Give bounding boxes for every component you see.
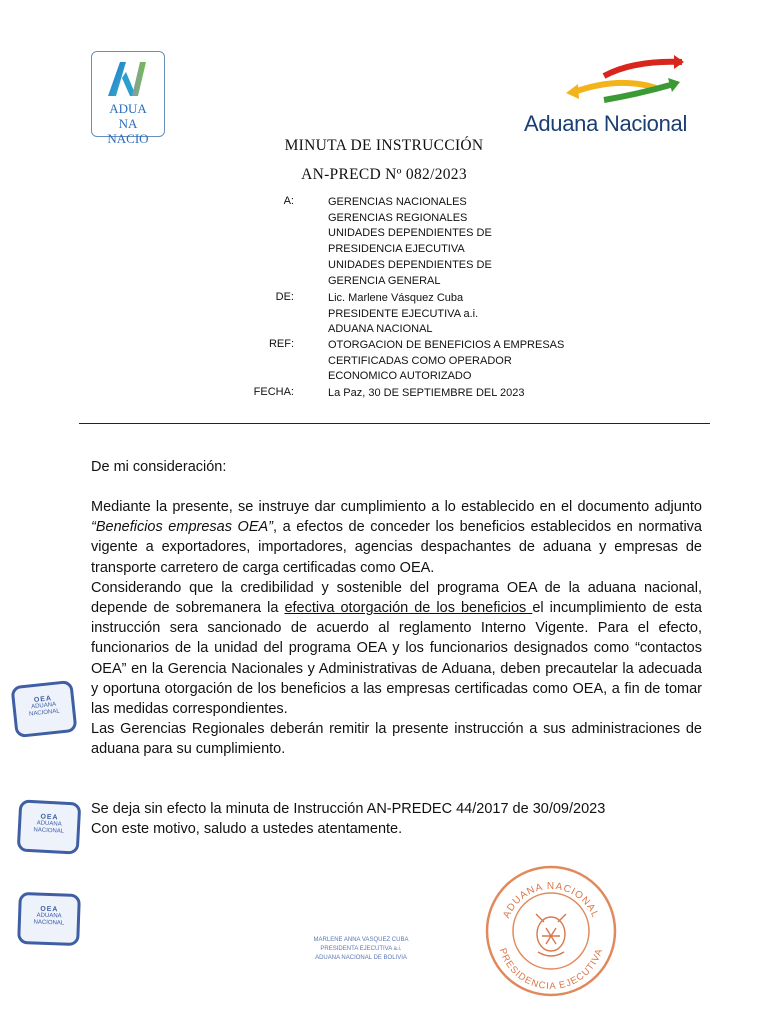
date-value: La Paz, 30 DE SEPTIEMBRE DEL 2023 bbox=[328, 387, 525, 399]
seal-top-text: ADUANA NACIONAL bbox=[501, 880, 601, 920]
ref-line: ECONOMICO AUTORIZADO bbox=[328, 370, 472, 383]
aduana-nacional-logo bbox=[524, 54, 706, 140]
oea-stamp-title: OEA bbox=[33, 695, 53, 704]
paragraph-1-text-b: , a efectos de conceder los beneficios establecidos en normativa vigente a exportadores, importadores, agencias despachantes de aduana y empresas de transporte carretero de carga certificadas como OEA. bbox=[91, 519, 703, 576]
to-line: PRESIDENCIA EJECUTIVA bbox=[328, 243, 465, 256]
aduana-an-mark-icon bbox=[104, 58, 152, 98]
oea-stamp-title: OEA bbox=[40, 813, 59, 822]
paragraph-2-text-a: Considerando que la credibilidad y sostenible del programa OEA de la aduana nacional, depende de sobremanera la bbox=[91, 579, 702, 617]
underlined-phrase: efectiva otorgación de los beneficios bbox=[284, 600, 533, 617]
from-sender bbox=[328, 291, 478, 338]
to-line: GERENCIA GENERAL bbox=[328, 274, 441, 287]
oea-stamp-sub: ADUANA bbox=[30, 701, 57, 711]
logo-left-line-3: NACIO bbox=[107, 131, 149, 146]
oea-stamp-sub: ADUANA bbox=[36, 912, 62, 920]
oea-stamp-sub: ADUANA bbox=[36, 820, 62, 828]
greeting: De mi consideración: bbox=[91, 459, 227, 475]
from-label: DE: bbox=[275, 291, 294, 303]
paragraph-1-text-a: Mediante la presente, se instruye dar cumplimiento a lo establecido en el documento adjunto bbox=[91, 499, 702, 515]
date-label: FECHA: bbox=[253, 386, 294, 398]
oea-stamp bbox=[10, 680, 77, 738]
presidency-seal bbox=[484, 864, 618, 998]
signature-block bbox=[276, 936, 446, 963]
seal-bottom-text: PRESIDENCIA EJECUTIVA bbox=[496, 946, 606, 993]
to-line: UNIDADES DEPENDIENTES DE bbox=[328, 227, 492, 240]
paragraph-3: Las Gerencias Regionales deberán remitir la presente instrucción a sus administraciones de aduana para su cumplimiento. bbox=[91, 721, 702, 758]
logo-left-line-2: NA bbox=[118, 116, 138, 131]
revocation-line: Se deja sin efecto la minuta de Instrucción AN-PREDEC 44/2017 de 30/09/2023 bbox=[91, 801, 606, 817]
paragraph-2 bbox=[91, 578, 702, 719]
paragraph-1 bbox=[91, 497, 702, 578]
paragraph-2-text-b: el incumplimiento de esta instrucción sera sancionado de acuerdo al reglamento Interno Vigente. Para el efecto, funcionarios de la unidad del programa OEA y los funcionarios designados como “contactos OEA” en la Gerencia Nacionales y Administrativas de Aduana, deben precautelar la adecuada y oportuna otorgación de los beneficios a las empresas certificadas como OEA, a fin de tomar las medidas correspondientes. bbox=[91, 600, 702, 718]
oea-stamp-sub: NACIONAL bbox=[33, 919, 65, 927]
oea-stamp bbox=[17, 799, 82, 854]
from-line: PRESIDENTE EJECUTIVA a.i. bbox=[328, 307, 479, 320]
to-line: GERENCIAS NACIONALES bbox=[328, 196, 467, 208]
to-label: A: bbox=[283, 195, 294, 207]
ref-line: CERTIFICADAS COMO OPERADOR bbox=[328, 354, 512, 367]
oea-stamp bbox=[17, 892, 81, 946]
signer-title: PRESIDENTA EJECUTIVA a.i. bbox=[320, 946, 402, 952]
attached-document-name: “Beneficios empresas OEA” bbox=[91, 519, 273, 536]
from-line: ADUANA NACIONAL bbox=[328, 323, 433, 336]
oea-stamp-title: OEA bbox=[40, 905, 59, 914]
aduana-logo-left bbox=[91, 51, 165, 146]
logo-left-line-1: ADUA bbox=[109, 101, 147, 116]
to-line: UNIDADES DEPENDIENTES DE bbox=[328, 258, 492, 271]
farewell-line: Con este motivo, saludo a ustedes atentamente. bbox=[91, 821, 403, 838]
brand-name: Aduana Nacional bbox=[524, 111, 688, 136]
signer-name: MARLENE ANNA VASQUEZ CUBA bbox=[313, 937, 409, 943]
ref-label: REF: bbox=[268, 338, 294, 350]
signer-org: ADUANA NACIONAL DE BOLIVIA bbox=[315, 955, 407, 961]
to-recipients bbox=[328, 195, 492, 289]
body-paragraphs bbox=[91, 497, 702, 760]
ref-subject bbox=[328, 338, 564, 385]
closing bbox=[91, 799, 702, 839]
oea-stamp-sub: NACIONAL bbox=[33, 827, 65, 835]
from-line: Lic. Marlene Vásquez Cuba bbox=[328, 292, 464, 304]
coat-of-arms-icon bbox=[536, 914, 566, 956]
ref-line: OTORGACION DE BENEFICIOS A EMPRESAS bbox=[328, 339, 565, 351]
tricolor-arrows-icon bbox=[564, 54, 684, 110]
document-title: MINUTA DE INSTRUCCIÓN bbox=[284, 137, 484, 154]
oea-stamp-sub: NACIONAL bbox=[28, 708, 60, 718]
document-number: AN-PRECD Nº 082/2023 bbox=[301, 166, 467, 183]
header-divider bbox=[79, 423, 710, 424]
to-line: GERENCIAS REGIONALES bbox=[328, 211, 468, 224]
